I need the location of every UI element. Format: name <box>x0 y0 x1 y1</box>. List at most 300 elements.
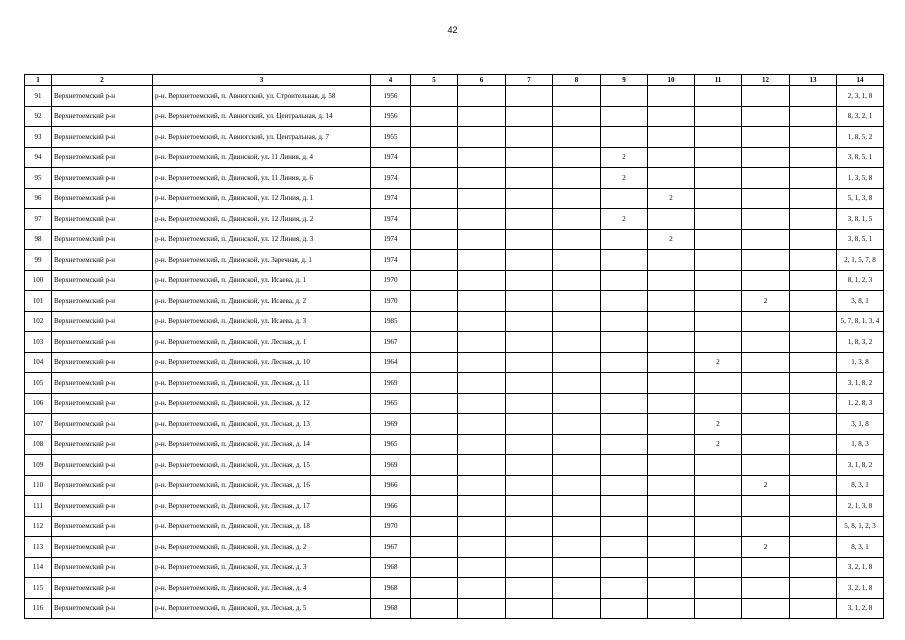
row-number-cell: 112 <box>25 516 52 537</box>
column-10-cell <box>648 537 695 558</box>
column-10-cell <box>648 311 695 332</box>
column-8-cell <box>553 106 601 127</box>
column-7-cell <box>506 578 553 599</box>
district-cell: Верхнетоемский р-н <box>52 291 153 312</box>
column-7-cell <box>506 291 553 312</box>
column-header: 13 <box>790 75 837 86</box>
table-row <box>25 188 884 209</box>
district-cell: Верхнетоемский р-н <box>52 127 153 148</box>
column-11-cell: 2 <box>695 414 742 435</box>
address-cell: р-н. Верхнетоемский, п. Двинской, ул. Лесная, д. 4 <box>153 578 371 599</box>
table-row <box>25 475 884 496</box>
column-9-cell <box>601 496 648 517</box>
year-cell: 1966 <box>371 496 411 517</box>
column-13-cell <box>790 86 837 107</box>
column-6-cell <box>458 373 506 394</box>
column-5-cell <box>411 229 458 250</box>
column-14-cell: 3, 2, 1, 8 <box>837 557 884 578</box>
column-14-cell: 2, 1, 5, 7, 8 <box>837 250 884 271</box>
column-14-cell: 3, 8, 5, 1 <box>837 229 884 250</box>
column-8-cell <box>553 332 601 353</box>
column-7-cell <box>506 229 553 250</box>
column-6-cell <box>458 106 506 127</box>
column-9-cell <box>601 414 648 435</box>
year-cell: 1974 <box>371 250 411 271</box>
column-7-cell <box>506 209 553 230</box>
column-7-cell <box>506 147 553 168</box>
column-5-cell <box>411 332 458 353</box>
column-8-cell <box>553 393 601 414</box>
table-row <box>25 147 884 168</box>
column-11-cell <box>695 332 742 353</box>
column-13-cell <box>790 475 837 496</box>
address-cell: р-н. Верхнетоемский, п. Двинской, ул. Лесная, д. 17 <box>153 496 371 517</box>
year-cell: 1969 <box>371 414 411 435</box>
column-header: 11 <box>695 75 742 86</box>
address-cell: р-н. Верхнетоемский, п. Двинской, ул. Исаева, д. 1 <box>153 270 371 291</box>
column-9-cell <box>601 291 648 312</box>
district-cell: Верхнетоемский р-н <box>52 414 153 435</box>
column-10-cell <box>648 168 695 189</box>
column-12-cell <box>742 86 790 107</box>
column-12-cell: 2 <box>742 291 790 312</box>
column-11-cell <box>695 127 742 148</box>
column-11-cell <box>695 311 742 332</box>
row-number-cell: 99 <box>25 250 52 271</box>
column-5-cell <box>411 496 458 517</box>
column-9-cell: 2 <box>601 147 648 168</box>
year-cell: 1956 <box>371 86 411 107</box>
column-8-cell <box>553 229 601 250</box>
district-cell: Верхнетоемский р-н <box>52 393 153 414</box>
address-cell: р-н. Верхнетоемский, п. Двинской, ул. Лесная, д. 18 <box>153 516 371 537</box>
column-9-cell <box>601 250 648 271</box>
column-12-cell <box>742 598 790 619</box>
column-11-cell <box>695 250 742 271</box>
column-14-cell: 1, 3, 8 <box>837 352 884 373</box>
column-13-cell <box>790 496 837 517</box>
column-7-cell <box>506 188 553 209</box>
table-row <box>25 496 884 517</box>
column-9-cell <box>601 352 648 373</box>
table-row <box>25 106 884 127</box>
column-14-cell: 1, 8, 5, 2 <box>837 127 884 148</box>
table-row <box>25 373 884 394</box>
table-row <box>25 414 884 435</box>
column-14-cell: 3, 8, 1 <box>837 291 884 312</box>
address-cell: р-н. Верхнетоемский, п. Двинской, ул. Лесная, д. 2 <box>153 537 371 558</box>
address-cell: р-н. Верхнетоемский, п. Двинской, ул. 12 Линия, д. 2 <box>153 209 371 230</box>
column-header: 7 <box>506 75 553 86</box>
column-header: 10 <box>648 75 695 86</box>
column-12-cell <box>742 455 790 476</box>
column-13-cell <box>790 537 837 558</box>
column-13-cell <box>790 393 837 414</box>
column-5-cell <box>411 147 458 168</box>
column-5-cell <box>411 127 458 148</box>
column-6-cell <box>458 414 506 435</box>
column-7-cell <box>506 373 553 394</box>
year-cell: 1969 <box>371 373 411 394</box>
column-12-cell <box>742 578 790 599</box>
column-13-cell <box>790 270 837 291</box>
column-10-cell <box>648 106 695 127</box>
column-11-cell <box>695 578 742 599</box>
column-10-cell <box>648 209 695 230</box>
column-8-cell <box>553 598 601 619</box>
district-cell: Верхнетоемский р-н <box>52 311 153 332</box>
year-cell: 1974 <box>371 229 411 250</box>
column-5-cell <box>411 168 458 189</box>
address-cell: р-н. Верхнетоемский, п. Двинской, ул. 11 Линия, д. 4 <box>153 147 371 168</box>
column-6-cell <box>458 578 506 599</box>
column-9-cell <box>601 557 648 578</box>
column-11-cell <box>695 168 742 189</box>
column-14-cell: 1, 2, 8, 3 <box>837 393 884 414</box>
column-9-cell <box>601 434 648 455</box>
row-number-cell: 98 <box>25 229 52 250</box>
column-11-cell <box>695 188 742 209</box>
column-13-cell <box>790 557 837 578</box>
column-9-cell <box>601 516 648 537</box>
row-number-cell: 100 <box>25 270 52 291</box>
row-number-cell: 111 <box>25 496 52 517</box>
address-cell: р-н. Верхнетоемский, п. Двинской, ул. Исаева, д. 3 <box>153 311 371 332</box>
address-cell: р-н. Верхнетоемский, п. Двинской, ул. Исаева, д. 2 <box>153 291 371 312</box>
column-9-cell <box>601 229 648 250</box>
column-6-cell <box>458 250 506 271</box>
column-6-cell <box>458 270 506 291</box>
district-cell: Верхнетоемский р-н <box>52 332 153 353</box>
column-7-cell <box>506 86 553 107</box>
column-7-cell <box>506 475 553 496</box>
year-cell: 1968 <box>371 598 411 619</box>
column-12-cell <box>742 106 790 127</box>
column-10-cell <box>648 373 695 394</box>
address-cell: р-н. Верхнетоемский, п. Двинской, ул. 11 Линия, д. 6 <box>153 168 371 189</box>
row-number-cell: 97 <box>25 209 52 230</box>
table-row <box>25 209 884 230</box>
column-14-cell: 2, 1, 3, 8 <box>837 496 884 517</box>
row-number-cell: 115 <box>25 578 52 599</box>
column-12-cell <box>742 393 790 414</box>
table-row <box>25 311 884 332</box>
row-number-cell: 104 <box>25 352 52 373</box>
column-12-cell <box>742 168 790 189</box>
table-row <box>25 598 884 619</box>
column-5-cell <box>411 291 458 312</box>
column-7-cell <box>506 311 553 332</box>
column-13-cell <box>790 106 837 127</box>
column-6-cell <box>458 188 506 209</box>
table-row <box>25 229 884 250</box>
column-9-cell: 2 <box>601 168 648 189</box>
column-5-cell <box>411 352 458 373</box>
column-12-cell <box>742 373 790 394</box>
row-number-cell: 96 <box>25 188 52 209</box>
column-6-cell <box>458 455 506 476</box>
column-13-cell <box>790 127 837 148</box>
column-header: 9 <box>601 75 648 86</box>
column-5-cell <box>411 250 458 271</box>
column-5-cell <box>411 455 458 476</box>
row-number-cell: 105 <box>25 373 52 394</box>
column-8-cell <box>553 270 601 291</box>
row-number-cell: 109 <box>25 455 52 476</box>
column-5-cell <box>411 188 458 209</box>
row-number-cell: 110 <box>25 475 52 496</box>
row-number-cell: 102 <box>25 311 52 332</box>
year-cell: 1965 <box>371 393 411 414</box>
row-number-cell: 108 <box>25 434 52 455</box>
column-11-cell <box>695 557 742 578</box>
column-9-cell <box>601 106 648 127</box>
column-7-cell <box>506 455 553 476</box>
column-8-cell <box>553 250 601 271</box>
column-10-cell <box>648 127 695 148</box>
column-7-cell <box>506 168 553 189</box>
column-14-cell: 5, 7, 8, 1, 3, 4 <box>837 311 884 332</box>
column-8-cell <box>553 455 601 476</box>
column-14-cell: 2, 3, 1, 8 <box>837 86 884 107</box>
column-10-cell: 2 <box>648 229 695 250</box>
column-8-cell <box>553 311 601 332</box>
district-cell: Верхнетоемский р-н <box>52 188 153 209</box>
column-10-cell <box>648 147 695 168</box>
address-cell: р-н. Верхнетоемский, п. Авнюгский, ул. Центральная, д. 7 <box>153 127 371 148</box>
district-cell: Верхнетоемский р-н <box>52 475 153 496</box>
column-11-cell <box>695 496 742 517</box>
district-cell: Верхнетоемский р-н <box>52 270 153 291</box>
column-7-cell <box>506 352 553 373</box>
row-number-cell: 113 <box>25 537 52 558</box>
address-cell: р-н. Верхнетоемский, п. Авнюгский, ул. Центральная, д. 14 <box>153 106 371 127</box>
column-9-cell <box>601 86 648 107</box>
year-cell: 1966 <box>371 475 411 496</box>
column-8-cell <box>553 291 601 312</box>
column-6-cell <box>458 127 506 148</box>
column-14-cell: 8, 3, 2, 1 <box>837 106 884 127</box>
column-header: 12 <box>742 75 790 86</box>
register-table <box>24 74 884 619</box>
column-8-cell <box>553 209 601 230</box>
year-cell: 1974 <box>371 147 411 168</box>
year-cell: 1965 <box>371 434 411 455</box>
column-10-cell <box>648 250 695 271</box>
row-number-cell: 103 <box>25 332 52 353</box>
column-13-cell <box>790 455 837 476</box>
column-7-cell <box>506 393 553 414</box>
year-cell: 1974 <box>371 188 411 209</box>
row-number-cell: 106 <box>25 393 52 414</box>
column-8-cell <box>553 434 601 455</box>
column-header: 6 <box>458 75 506 86</box>
row-number-cell: 93 <box>25 127 52 148</box>
column-13-cell <box>790 434 837 455</box>
column-10-cell <box>648 270 695 291</box>
column-14-cell: 3, 8, 5, 1 <box>837 147 884 168</box>
year-cell: 1967 <box>371 332 411 353</box>
column-14-cell: 1, 8, 3, 2 <box>837 332 884 353</box>
year-cell: 1974 <box>371 168 411 189</box>
header-row <box>25 75 884 86</box>
column-8-cell <box>553 352 601 373</box>
column-14-cell: 3, 1, 2, 8 <box>837 598 884 619</box>
column-13-cell <box>790 250 837 271</box>
column-7-cell <box>506 106 553 127</box>
table-row <box>25 557 884 578</box>
column-12-cell <box>742 188 790 209</box>
district-cell: Верхнетоемский р-н <box>52 86 153 107</box>
district-cell: Верхнетоемский р-н <box>52 516 153 537</box>
column-7-cell <box>506 414 553 435</box>
district-cell: Верхнетоемский р-н <box>52 209 153 230</box>
column-13-cell <box>790 414 837 435</box>
column-9-cell <box>601 393 648 414</box>
column-header: 8 <box>553 75 601 86</box>
column-12-cell <box>742 209 790 230</box>
table-row <box>25 516 884 537</box>
column-11-cell <box>695 229 742 250</box>
column-10-cell <box>648 393 695 414</box>
column-8-cell <box>553 414 601 435</box>
column-11-cell <box>695 537 742 558</box>
year-cell: 1970 <box>371 516 411 537</box>
column-10-cell <box>648 578 695 599</box>
column-11-cell <box>695 86 742 107</box>
column-9-cell <box>601 475 648 496</box>
table-row <box>25 168 884 189</box>
year-cell: 1967 <box>371 537 411 558</box>
column-13-cell <box>790 598 837 619</box>
district-cell: Верхнетоемский р-н <box>52 578 153 599</box>
row-number-cell: 107 <box>25 414 52 435</box>
column-5-cell <box>411 516 458 537</box>
column-5-cell <box>411 373 458 394</box>
column-13-cell <box>790 188 837 209</box>
row-number-cell: 116 <box>25 598 52 619</box>
district-cell: Верхнетоемский р-н <box>52 168 153 189</box>
column-11-cell <box>695 598 742 619</box>
column-9-cell <box>601 188 648 209</box>
column-10-cell <box>648 332 695 353</box>
district-cell: Верхнетоемский р-н <box>52 229 153 250</box>
column-6-cell <box>458 352 506 373</box>
column-14-cell: 8, 3, 1 <box>837 475 884 496</box>
column-14-cell: 3, 2, 1, 8 <box>837 578 884 599</box>
column-header: 2 <box>52 75 153 86</box>
column-header: 3 <box>153 75 371 86</box>
table-row <box>25 578 884 599</box>
table-row <box>25 291 884 312</box>
column-14-cell: 3, 8, 1, 5 <box>837 209 884 230</box>
column-9-cell <box>601 537 648 558</box>
year-cell: 1964 <box>371 352 411 373</box>
column-6-cell <box>458 516 506 537</box>
address-cell: р-н. Верхнетоемский, п. Двинской, ул. 12 Линия, д. 3 <box>153 229 371 250</box>
column-header: 14 <box>837 75 884 86</box>
column-8-cell <box>553 475 601 496</box>
row-number-cell: 94 <box>25 147 52 168</box>
district-cell: Верхнетоемский р-н <box>52 455 153 476</box>
address-cell: р-н. Верхнетоемский, п. Двинской, ул. Лесная, д. 16 <box>153 475 371 496</box>
column-12-cell <box>742 414 790 435</box>
column-12-cell <box>742 250 790 271</box>
column-12-cell: 2 <box>742 475 790 496</box>
column-8-cell <box>553 373 601 394</box>
column-6-cell <box>458 332 506 353</box>
column-13-cell <box>790 516 837 537</box>
column-12-cell <box>742 516 790 537</box>
column-8-cell <box>553 557 601 578</box>
column-12-cell <box>742 352 790 373</box>
column-11-cell <box>695 516 742 537</box>
column-12-cell <box>742 332 790 353</box>
column-5-cell <box>411 578 458 599</box>
column-12-cell <box>742 147 790 168</box>
district-cell: Верхнетоемский р-н <box>52 373 153 394</box>
column-5-cell <box>411 106 458 127</box>
column-8-cell <box>553 516 601 537</box>
row-number-cell: 95 <box>25 168 52 189</box>
table-row <box>25 86 884 107</box>
district-cell: Верхнетоемский р-н <box>52 147 153 168</box>
column-12-cell: 2 <box>742 537 790 558</box>
column-9-cell <box>601 332 648 353</box>
table-row <box>25 332 884 353</box>
column-7-cell <box>506 270 553 291</box>
address-cell: р-н. Верхнетоемский, п. Авнюгский, ул. Строительная, д. 58 <box>153 86 371 107</box>
column-9-cell <box>601 598 648 619</box>
column-header: 5 <box>411 75 458 86</box>
column-10-cell <box>648 557 695 578</box>
column-13-cell <box>790 352 837 373</box>
column-12-cell <box>742 229 790 250</box>
column-14-cell: 8, 3, 1 <box>837 537 884 558</box>
column-8-cell <box>553 168 601 189</box>
column-7-cell <box>506 332 553 353</box>
column-6-cell <box>458 496 506 517</box>
column-13-cell <box>790 311 837 332</box>
column-9-cell <box>601 127 648 148</box>
row-number-cell: 92 <box>25 106 52 127</box>
column-7-cell <box>506 250 553 271</box>
address-cell: р-н. Верхнетоемский, п. Двинской, ул. Заречная, д. 1 <box>153 250 371 271</box>
column-9-cell <box>601 373 648 394</box>
page-number: 42 <box>447 25 458 35</box>
row-number-cell: 91 <box>25 86 52 107</box>
address-cell: р-н. Верхнетоемский, п. Двинской, ул. Лесная, д. 11 <box>153 373 371 394</box>
column-13-cell <box>790 147 837 168</box>
column-10-cell <box>648 434 695 455</box>
column-5-cell <box>411 86 458 107</box>
column-7-cell <box>506 127 553 148</box>
table-row <box>25 455 884 476</box>
column-14-cell: 5, 1, 3, 8 <box>837 188 884 209</box>
column-6-cell <box>458 475 506 496</box>
table-row <box>25 537 884 558</box>
address-cell: р-н. Верхнетоемский, п. Двинской, ул. 12 Линия, д. 1 <box>153 188 371 209</box>
column-8-cell <box>553 147 601 168</box>
table-row <box>25 434 884 455</box>
column-6-cell <box>458 557 506 578</box>
address-cell: р-н. Верхнетоемский, п. Двинской, ул. Лесная, д. 12 <box>153 393 371 414</box>
district-cell: Верхнетоемский р-н <box>52 557 153 578</box>
column-11-cell <box>695 106 742 127</box>
column-11-cell <box>695 147 742 168</box>
column-10-cell <box>648 86 695 107</box>
column-7-cell <box>506 434 553 455</box>
